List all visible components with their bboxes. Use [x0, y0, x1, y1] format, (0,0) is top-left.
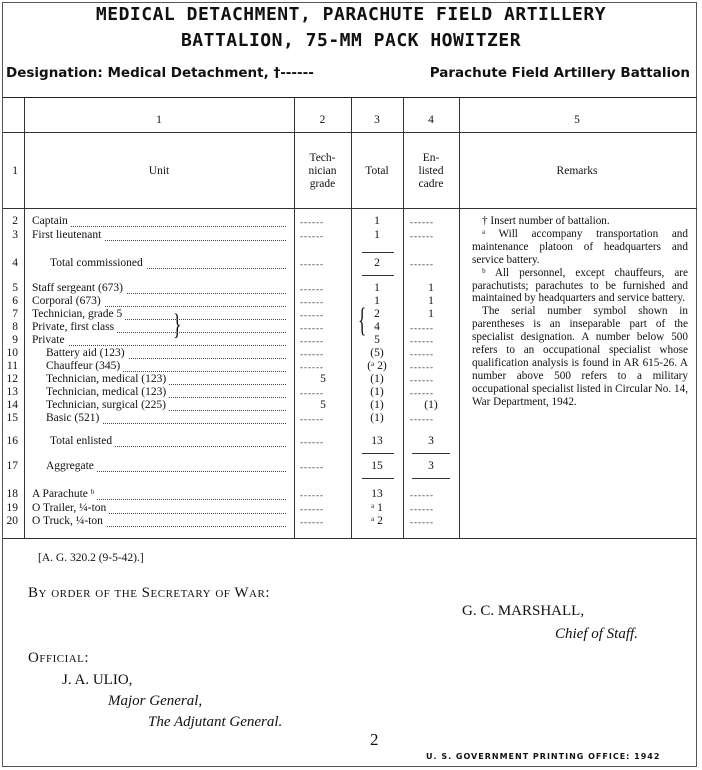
subtotal-rule — [412, 478, 450, 479]
subtotal-rule — [362, 275, 394, 276]
row-total: 4 — [374, 321, 380, 333]
blank-entry-dash: ------ — [300, 517, 324, 527]
row-number: 9 — [12, 334, 18, 346]
reference-number: [A. G. 320.2 (9-5-42).] — [38, 552, 144, 564]
row-number: 3 — [12, 229, 18, 241]
row-unit: Basic (521) — [46, 412, 102, 424]
blank-entry-dash: ------ — [300, 231, 324, 241]
blank-entry-dash: ------ — [300, 336, 324, 346]
row-cadre: 3 — [428, 435, 434, 447]
row-unit: Aggregate — [46, 460, 97, 472]
remarks-text — [472, 215, 688, 409]
table-bottom-rule — [3, 538, 697, 539]
row-cadre: 3 — [428, 460, 434, 472]
page-title-line-1: MEDICAL DETACHMENT, PARACHUTE FIELD ARTILLERY — [95, 4, 607, 25]
row-unit: Captain — [32, 215, 71, 227]
row-total: (1) — [370, 399, 384, 411]
header-text: cadre — [418, 178, 444, 190]
subtotal-rule — [362, 453, 394, 454]
blank-entry-dash: ------ — [300, 310, 324, 320]
row-unit: Total commissioned — [50, 257, 146, 269]
by-order-line: By order of the Secretary of War: — [28, 585, 270, 601]
blank-entry-dash: ------ — [410, 490, 434, 500]
page-number: 2 — [370, 730, 379, 749]
row-number: 15 — [6, 412, 18, 424]
blank-entry-dash: ------ — [300, 259, 324, 269]
row-unit: Private — [32, 334, 68, 346]
row-total: ᵃ 1 — [371, 502, 383, 514]
blank-entry-dash: ------ — [300, 414, 324, 424]
blank-entry-dash: ------ — [410, 231, 434, 241]
row-cadre: 1 — [428, 308, 434, 320]
row-total: 5 — [374, 334, 380, 346]
row-grade: 5 — [320, 399, 326, 411]
row-total: (1) — [370, 373, 384, 385]
row-number: 14 — [6, 399, 18, 411]
row-number: 16 — [6, 435, 18, 447]
row-number-header: 1 — [12, 165, 18, 177]
blank-entry-dash: ------ — [410, 504, 434, 514]
header-total: Total — [365, 165, 389, 177]
remark-note: The serial number symbol shown in parentheses is an inseparable part of the specialist designation. A number below 500 refers to an occupational specialist whose qualification analysis is found in AR 615-26. A number above 500 refers to a military occupational specialist listed in Circular No. 14, War Department, 1942. — [472, 305, 688, 408]
col-number: 4 — [428, 114, 434, 126]
row-number: 18 — [6, 488, 18, 500]
blank-entry-dash: ------ — [300, 323, 324, 333]
page-title-line-2: BATTALION, 75-MM PACK HOWITZER — [180, 30, 522, 51]
row-cadre: 1 — [428, 282, 434, 294]
row-unit: Technician, medical (123) — [46, 373, 169, 385]
row-number: 19 — [6, 502, 18, 514]
row-unit: A Parachute ᵇ — [32, 488, 97, 500]
blank-entry-dash: ------ — [410, 217, 434, 227]
blank-entry-dash: ------ — [410, 414, 434, 424]
row-total: (5) — [370, 347, 384, 359]
col-number: 1 — [156, 114, 162, 126]
subtotal-rule — [412, 453, 450, 454]
designation-line — [6, 65, 696, 81]
blank-entry-dash: ------ — [300, 462, 324, 472]
dot-leader — [38, 337, 286, 346]
blank-entry-dash: ------ — [410, 362, 434, 372]
designation-left: Designation: Medical Detachment, †------ — [6, 65, 314, 81]
official-name: J. A. ULIO, — [62, 672, 133, 688]
subtotal-rule — [362, 252, 394, 253]
row-grade: 5 — [320, 373, 326, 385]
row-total: 2 — [374, 308, 380, 320]
row-number: 17 — [6, 460, 18, 472]
official-title: The Adjutant General. — [148, 714, 283, 730]
row-unit: Corporal (673) — [32, 295, 104, 307]
row-number: 8 — [12, 321, 18, 333]
header-text: En- — [422, 152, 440, 164]
row-unit: Private, first class — [32, 321, 117, 333]
blank-entry-dash: ------ — [300, 284, 324, 294]
row-total: 1 — [374, 215, 380, 227]
brace-right: } — [172, 308, 182, 341]
blank-entry-dash: ------ — [300, 490, 324, 500]
row-unit: Chauffeur (345) — [46, 360, 123, 372]
blank-entry-dash: ------ — [410, 517, 434, 527]
row-total: (1) — [370, 386, 384, 398]
blank-entry-dash: ------ — [300, 388, 324, 398]
col-number: 3 — [374, 114, 380, 126]
row-number: 5 — [12, 282, 18, 294]
printer-imprint: U. S. GOVERNMENT PRINTING OFFICE: 1942 — [426, 752, 661, 761]
header-rule — [3, 208, 697, 209]
row-unit: Technician, surgical (225) — [46, 399, 169, 411]
official-label: Official: — [28, 650, 90, 666]
row-unit: Total enlisted — [50, 435, 115, 447]
blank-entry-dash: ------ — [410, 349, 434, 359]
blank-entry-dash: ------ — [410, 375, 434, 385]
row-total: 15 — [371, 460, 383, 472]
row-number: 12 — [6, 373, 18, 385]
col-number: 5 — [574, 114, 580, 126]
blank-entry-dash: ------ — [410, 259, 434, 269]
blank-entry-dash: ------ — [410, 323, 434, 333]
designation-right: Parachute Field Artillery Battalion — [429, 65, 690, 81]
blank-entry-dash: ------ — [300, 349, 324, 359]
row-unit: Staff sergeant (673) — [32, 282, 126, 294]
header-rule — [3, 132, 697, 133]
header-unit: Unit — [148, 165, 170, 177]
row-total: 2 — [374, 257, 380, 269]
row-unit: O Truck, ¼-ton — [32, 515, 106, 527]
row-number: 4 — [12, 257, 18, 269]
row-total: (1) — [370, 412, 384, 424]
blank-entry-dash: ------ — [300, 297, 324, 307]
row-unit: First lieutenant — [32, 229, 104, 241]
row-total: 13 — [371, 488, 383, 500]
remark-note: † Insert number of battalion. — [482, 215, 610, 227]
blank-entry-dash: ------ — [300, 437, 324, 447]
col-number: 2 — [319, 114, 326, 126]
official-rank: Major General, — [108, 693, 203, 709]
row-total: 1 — [374, 295, 380, 307]
row-unit: Technician, medical (123) — [46, 386, 169, 398]
remark-note: ᵇ All personnel, except chauffeurs, are parachutists; parachutes to be furnished and maintained by headquarters and service battery. — [472, 266, 688, 305]
blank-entry-dash: ------ — [410, 388, 434, 398]
dot-leader — [38, 218, 286, 227]
row-number: 7 — [12, 308, 18, 320]
row-total: ᵃ 2 — [371, 515, 383, 527]
row-total: 1 — [374, 229, 380, 241]
col-divider — [459, 98, 460, 538]
row-total: 1 — [374, 282, 380, 294]
row-total: (ᵃ 2) — [367, 360, 387, 372]
row-number: 2 — [12, 215, 18, 227]
blank-entry-dash: ------ — [300, 217, 324, 227]
row-number: 11 — [6, 360, 18, 372]
row-cadre: (1) — [424, 399, 438, 411]
brace-left: { — [358, 302, 367, 339]
header-text: Tech- — [309, 152, 336, 164]
table-top-rule — [3, 97, 697, 98]
header-technician-grade — [294, 152, 351, 191]
remark-note: ᵃ Will accompany transportation and maintenance platoon of headquarters and service battery. — [472, 227, 688, 266]
blank-entry-dash: ------ — [410, 336, 434, 346]
subtotal-rule — [362, 478, 394, 479]
signer-name: G. C. MARSHALL, — [462, 603, 585, 619]
signer-title: Chief of Staff. — [555, 626, 638, 642]
row-unit: O Trailer, ¼-ton — [32, 502, 109, 514]
blank-entry-dash: ------ — [300, 504, 324, 514]
row-unit: Technician, grade 5 — [32, 308, 125, 320]
header-text: listed — [418, 165, 444, 177]
row-total: 13 — [371, 435, 383, 447]
row-number: 6 — [12, 295, 18, 307]
blank-entry-dash: ------ — [300, 362, 324, 372]
header-enlisted-cadre — [403, 152, 459, 191]
row-number: 13 — [6, 386, 18, 398]
header-text: nician — [308, 165, 337, 177]
row-unit: Battery aid (123) — [46, 347, 128, 359]
header-text: grade — [309, 178, 336, 190]
row-number: 20 — [6, 515, 18, 527]
row-number: 10 — [6, 347, 18, 359]
row-cadre: 1 — [428, 295, 434, 307]
col-divider — [24, 98, 25, 538]
header-remarks: Remarks — [556, 165, 598, 177]
